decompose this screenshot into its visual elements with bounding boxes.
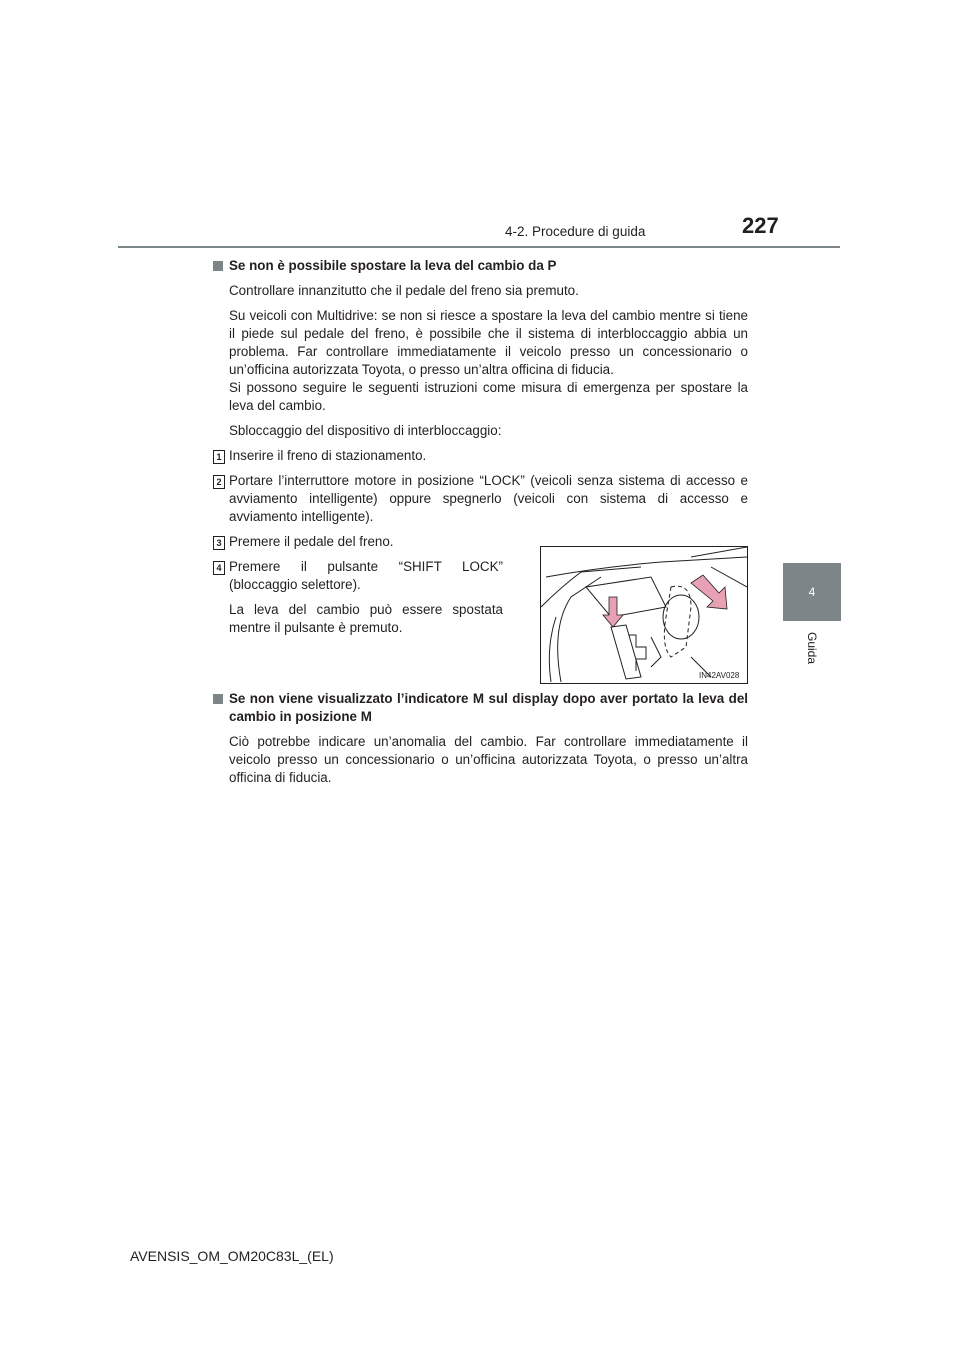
step-number: 3 bbox=[213, 536, 225, 550]
step-1 bbox=[213, 447, 748, 465]
console-edge-line bbox=[546, 557, 747, 577]
paragraph-text: Si possono seguire le seguenti istruzioni come misura di emergenza per spostare la leva del cambio. bbox=[229, 380, 748, 413]
step-3 bbox=[213, 533, 748, 551]
paragraph bbox=[213, 307, 748, 415]
section-heading bbox=[213, 257, 748, 275]
step-2 bbox=[213, 472, 748, 526]
shift-knob-icon bbox=[663, 595, 699, 639]
section-heading bbox=[213, 690, 748, 726]
figure-code: IN42AV028 bbox=[699, 671, 740, 680]
step-number: 2 bbox=[213, 475, 225, 489]
step-4-block bbox=[213, 558, 748, 684]
step-number: 4 bbox=[213, 561, 225, 575]
step-number: 1 bbox=[213, 450, 225, 464]
step-text: Premere il pulsante “SHIFT LOCK” (bloccaggio selettore). bbox=[229, 559, 503, 592]
diagonal-arrow-icon bbox=[691, 575, 727, 609]
square-bullet-icon bbox=[213, 694, 223, 704]
header-rule bbox=[118, 246, 840, 248]
step-text: Portare l’interruttore motore in posizione “LOCK” (veicoli senza sistema di accesso e avviamento intelligente) oppure spegnerlo (veicoli con sistema di accesso e avviamento intelligente). bbox=[229, 473, 748, 524]
header-section-title: 4-2. Procedure di guida bbox=[505, 224, 646, 239]
footer-doc-code: AVENSIS_OM_OM20C83L_(EL) bbox=[130, 1248, 334, 1264]
page-number: 227 bbox=[742, 213, 779, 238]
step-note: La leva del cambio può essere spostata mentre il pulsante è premuto. bbox=[229, 602, 503, 635]
paragraph: Ciò potrebbe indicare un’anomalia del cambio. Far controllare immediatamente il veicolo presso un concessionario o un’officina autorizzata Toyota, o presso un’altra officina di fiducia. bbox=[229, 734, 748, 785]
step-4 bbox=[213, 558, 503, 594]
step-text: Inserire il freno di stazionamento. bbox=[229, 448, 427, 463]
paragraph: Controllare innanzitutto che il pedale del freno sia premuto. bbox=[229, 283, 579, 298]
section-title: Se non è possibile spostare la leva del cambio da P bbox=[229, 258, 557, 273]
down-arrow-icon bbox=[603, 597, 623, 627]
shift-lock-illustration bbox=[540, 546, 748, 684]
square-bullet-icon bbox=[213, 261, 223, 271]
paragraph-text: Su veicoli con Multidrive: se non si riesce a spostare la leva del cambio mentre si tiene il piede sul pedale del freno, è possibile che il sistema di interbloccaggio abbia un problema. Far controllare immediatamente il veicolo presso un concessionario o un’officina autorizzata Toyota, o presso un’altra officina di fiducia. bbox=[229, 308, 748, 377]
chapter-tab: 4 bbox=[783, 563, 841, 621]
page-content bbox=[213, 257, 748, 794]
section-title: Se non viene visualizzato l’indicatore M sul display dopo aver portato la leva del cambio in posizione M bbox=[229, 691, 748, 724]
paragraph: Sbloccaggio del dispositivo di interbloccaggio: bbox=[229, 423, 502, 438]
chapter-label: Guida bbox=[805, 632, 819, 665]
step-text: Premere il pedale del freno. bbox=[229, 534, 394, 549]
